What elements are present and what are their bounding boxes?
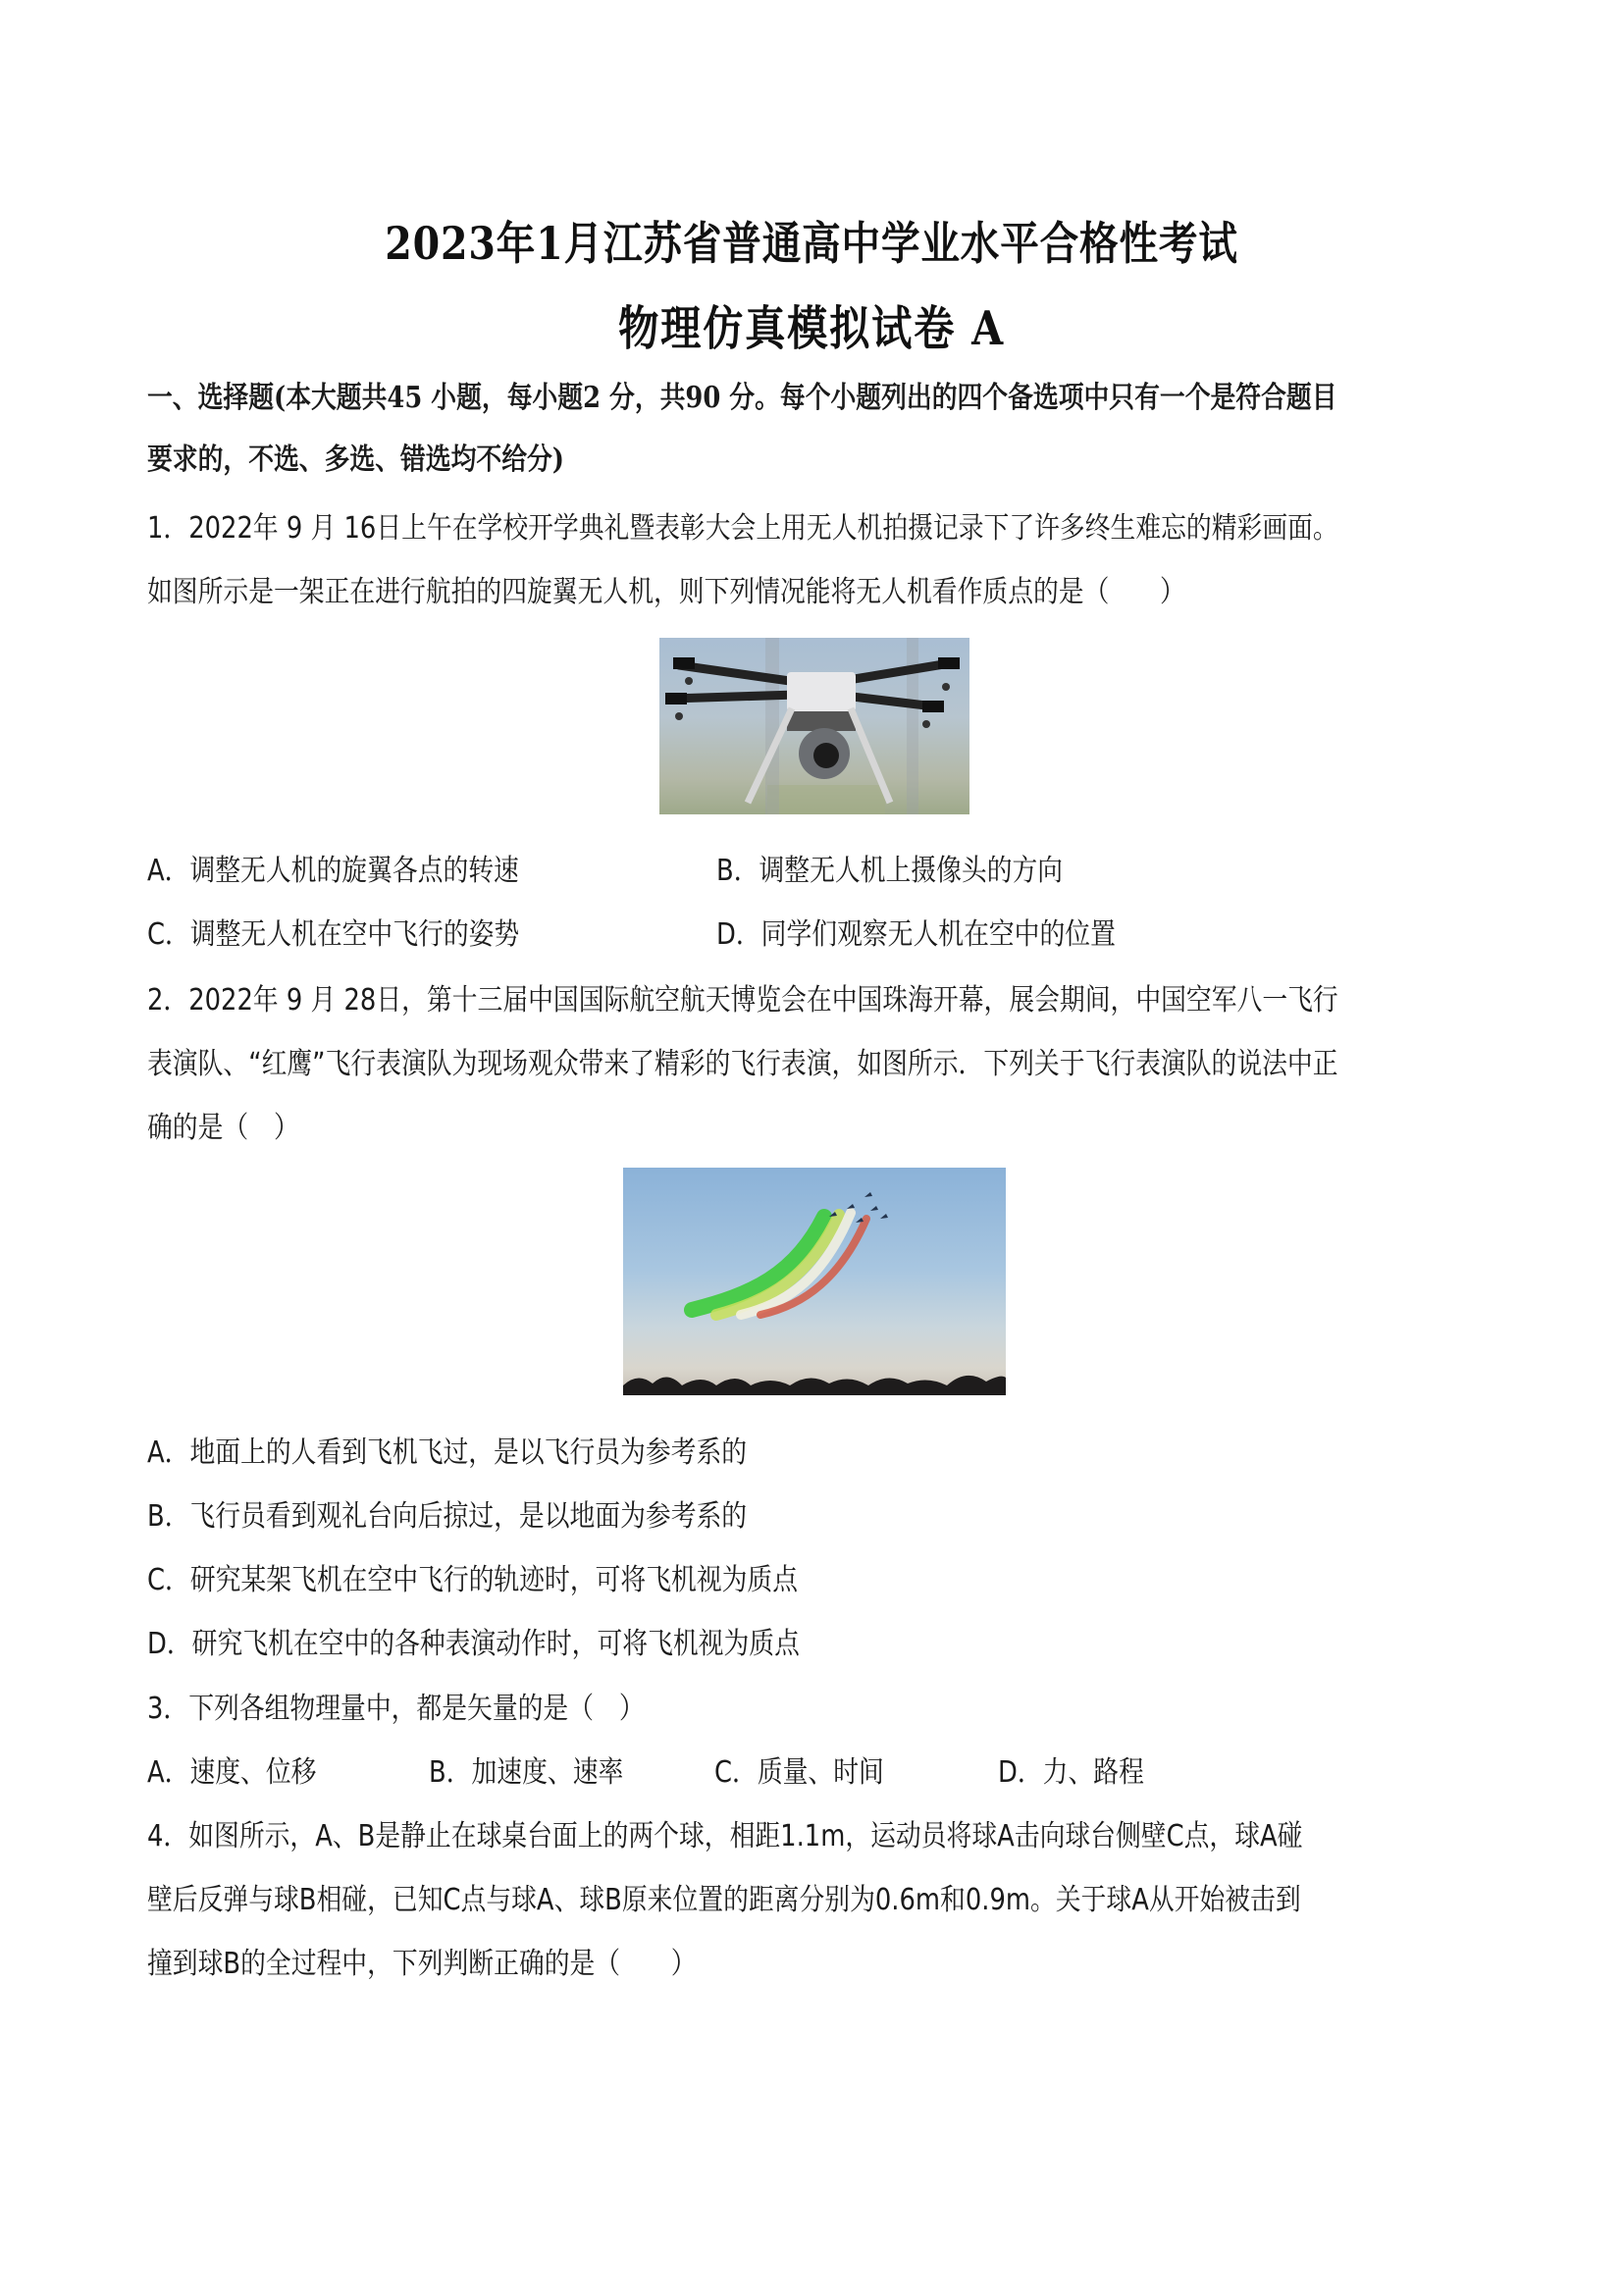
- q4-stem-line3: 撞到球B的全过程中，下列判断正确的是（ ）: [147, 1947, 697, 1981]
- q3-option-a: A．速度、位移: [147, 1755, 317, 1790]
- q1-stem-line2: 如图所示是一架正在进行航拍的四旋翼无人机，则下列情况能将无人机看作质点的是（ ）: [147, 575, 1185, 609]
- q1-stem-line1: 1．2022年 9 月 16日上午在学校开学典礼暨表彰大会上用无人机拍摄记录下了许多终生难忘的精彩画面。: [147, 511, 1338, 546]
- q2-option-d: D．研究飞机在空中的各种表演动作时，可将飞机视为质点: [147, 1627, 800, 1661]
- exam-subtitle: 物理仿真模拟试卷 A: [618, 301, 1005, 356]
- drone-illustration: [659, 638, 969, 814]
- q2-stem-line2: 表演队、“红鹰”飞行表演队为现场观众带来了精彩的飞行表演，如图所示．下列关于飞行表演队的说法中正: [147, 1047, 1338, 1081]
- q3-option-d: D．力、路程: [998, 1755, 1144, 1790]
- q3-option-b: B．加速度、速率: [429, 1755, 624, 1790]
- q1-option-b: B．调整无人机上摄像头的方向: [716, 854, 1064, 888]
- q1-option-c: C．调整无人机在空中飞行的姿势: [147, 917, 520, 952]
- q3-option-c: C．质量、时间: [714, 1755, 884, 1790]
- q2-stem-line1: 2．2022年 9 月 28日，第十三届中国国际航空航天博览会在中国珠海开幕，展会期间，中国空军八一飞行: [147, 983, 1338, 1018]
- section-instructions-line2: 要求的，不选、多选、错选均不给分): [147, 443, 565, 477]
- q3-stem: 3．下列各组物理量中，都是矢量的是（ ）: [147, 1692, 645, 1726]
- q2-aerobatic-photo: [623, 1168, 1006, 1395]
- q2-option-b: B．飞行员看到观礼台向后掠过，是以地面为参考系的: [147, 1499, 748, 1534]
- q2-option-c: C．研究某架飞机在空中飞行的轨迹时，可将飞机视为质点: [147, 1563, 799, 1597]
- q4-stem-line2: 壁后反弹与球B相碰，已知C点与球A、球B原来位置的距离分别为0.6m和0.9m。关于球A从开始被击到: [147, 1883, 1301, 1917]
- q2-stem-line3: 确的是（ ）: [147, 1111, 299, 1145]
- q1-option-d: D．同学们观察无人机在空中的位置: [716, 917, 1116, 952]
- q1-option-a: A．调整无人机的旋翼各点的转速: [147, 854, 519, 888]
- q2-option-a: A．地面上的人看到飞机飞过，是以飞行员为参考系的: [147, 1435, 748, 1470]
- q4-stem-line1: 4．如图所示，A、B是静止在球桌台面上的两个球，相距1.1m，运动员将球A击向球台侧壁C点，球A碰: [147, 1819, 1303, 1853]
- section-instructions-line1: 一、选择题(本大题共45 小题，每小题2 分，共90 分。每个小题列出的四个备选项中只有一个是符合题目: [147, 381, 1337, 415]
- exam-title: 2023年1月江苏省普通高中学业水平合格性考试: [385, 217, 1238, 270]
- q1-drone-photo: [659, 638, 969, 814]
- aerobatic-team-illustration: [623, 1168, 1006, 1395]
